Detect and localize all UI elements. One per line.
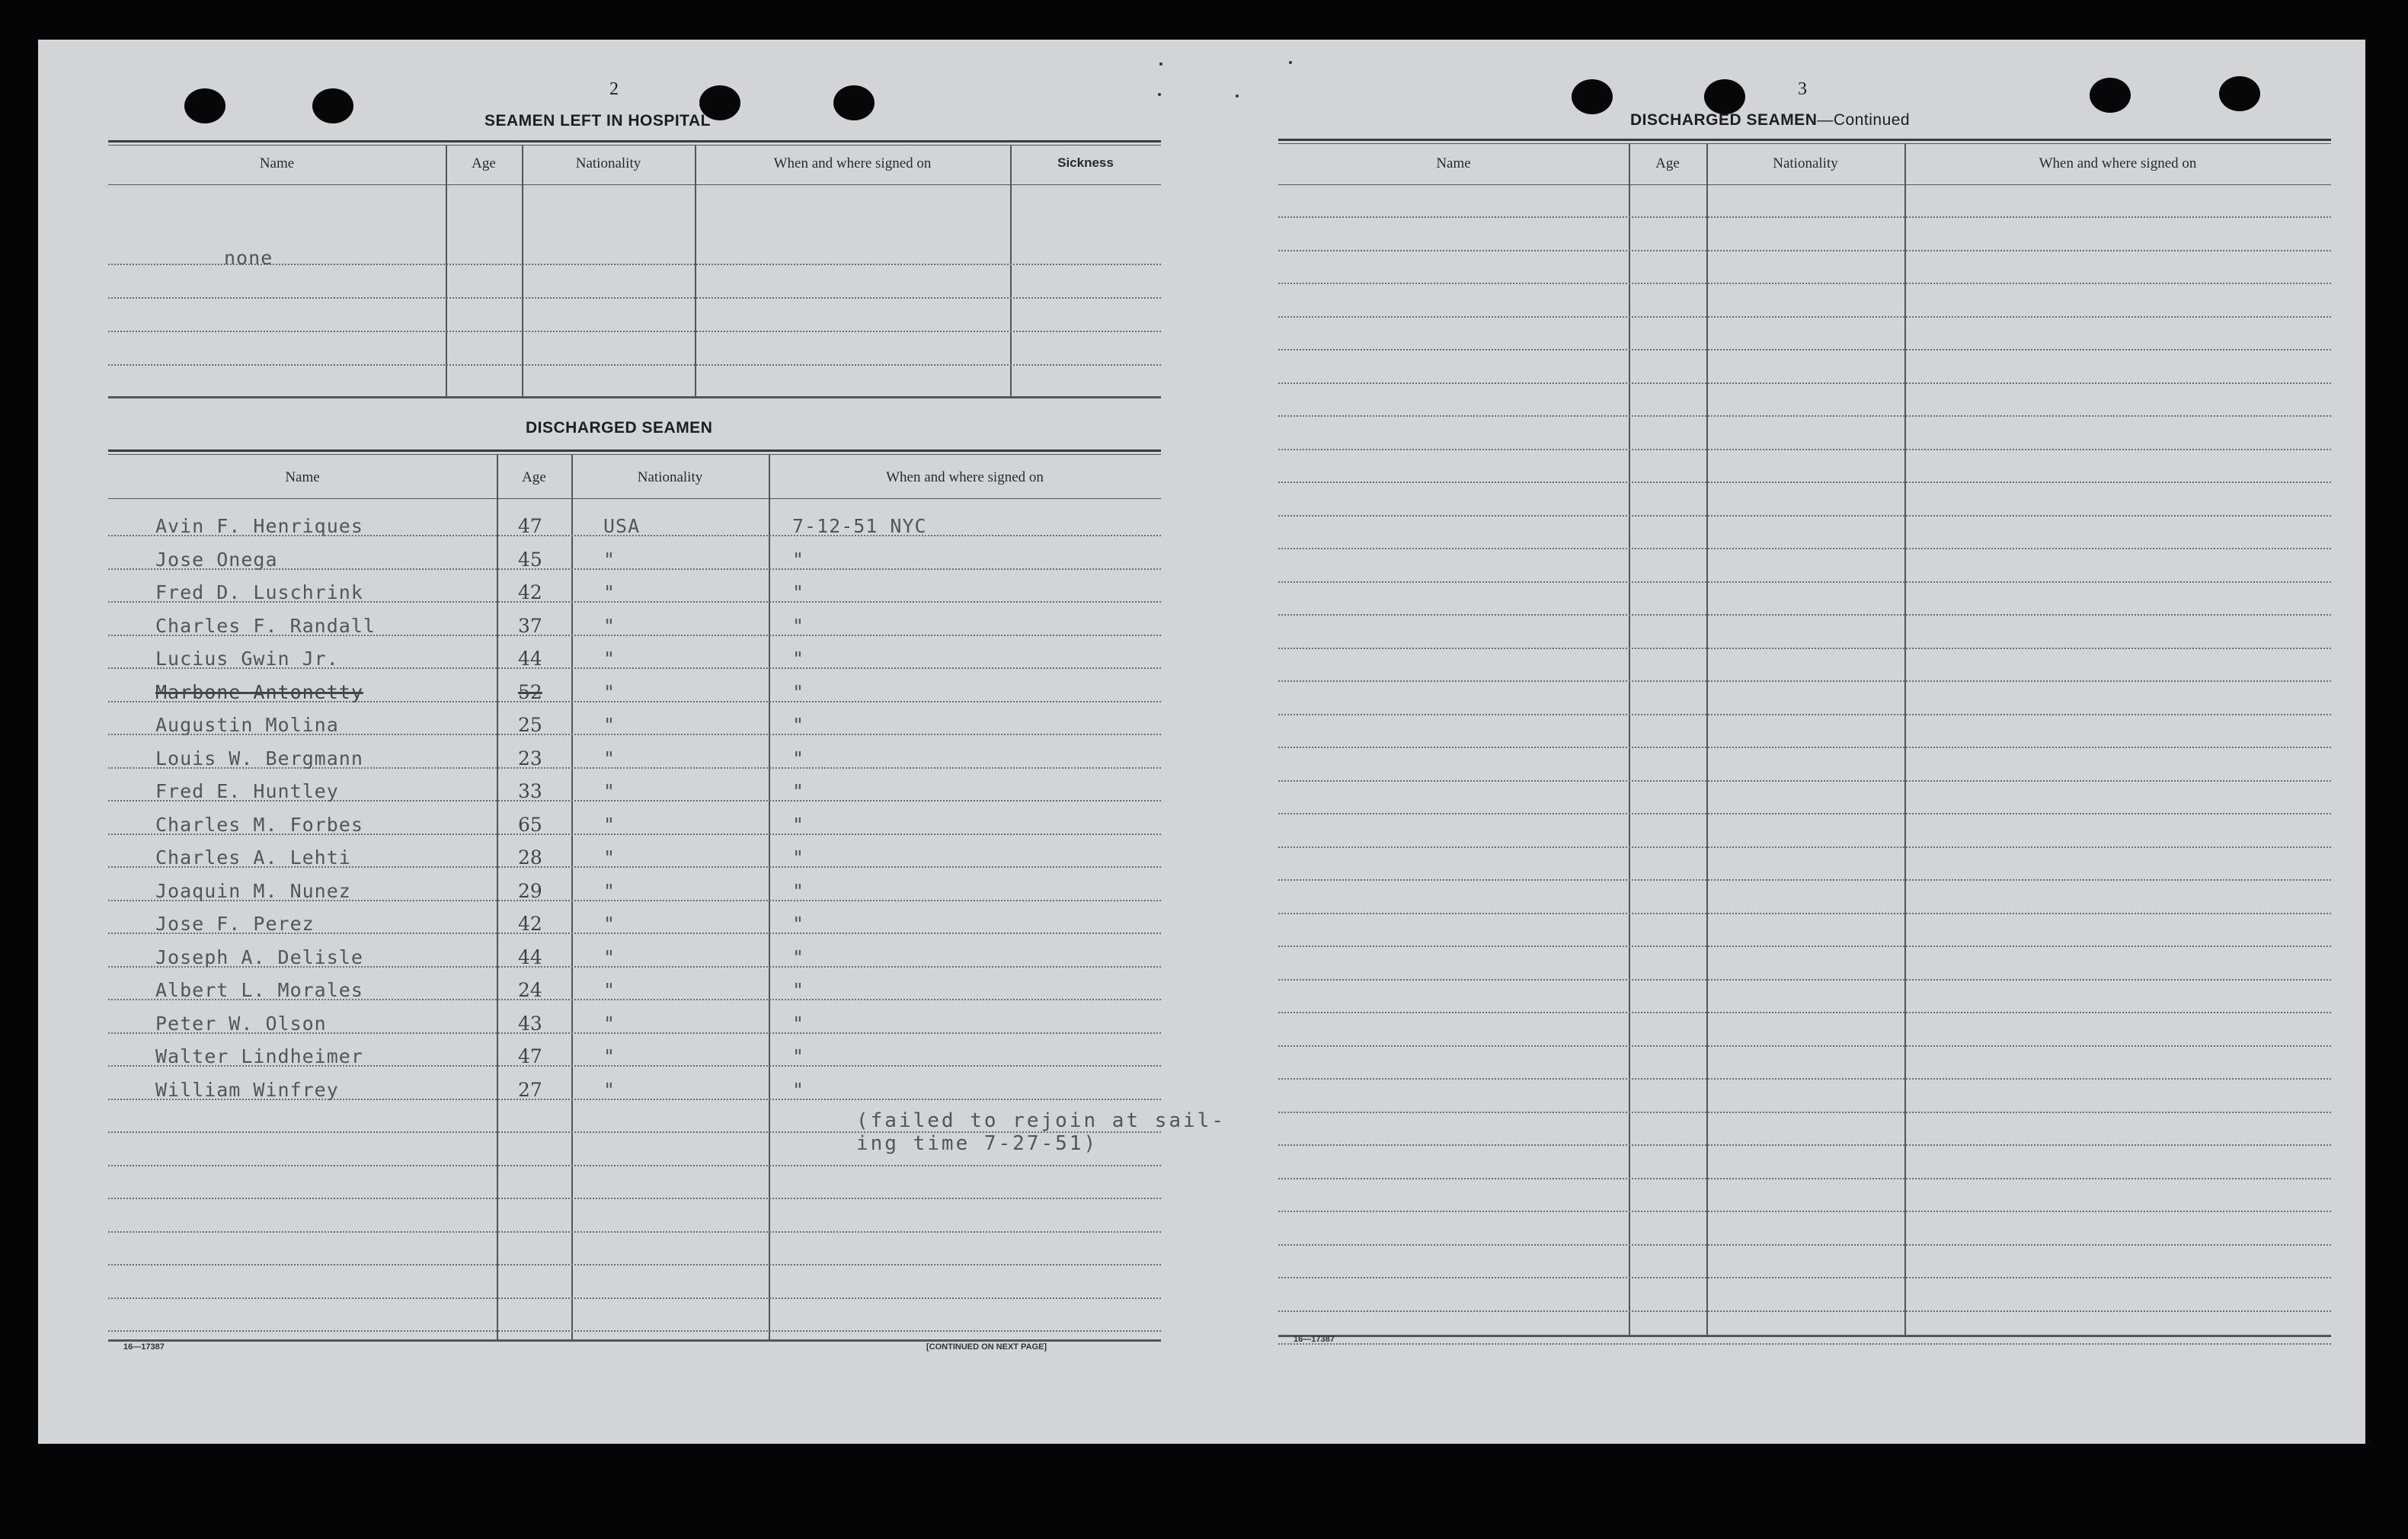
seaman-name: Fred D. Luschrink <box>155 581 363 603</box>
discharged-section-title: DISCHARGED SEAMEN <box>526 419 713 437</box>
discharged-continued-title <box>1630 111 1910 130</box>
seaman-nationality: " <box>603 979 616 1001</box>
seaman-nationality: " <box>603 747 616 770</box>
seaman-signed-on: " <box>792 979 805 1001</box>
seaman-name: Albert L. Morales <box>155 979 363 1001</box>
seaman-name: Charles M. Forbes <box>155 813 363 836</box>
page-number-right: 3 <box>1798 79 1807 99</box>
seaman-name: Joseph A. Delisle <box>155 945 363 968</box>
seaman-age: 33 <box>518 780 542 802</box>
seaman-signed-on: " <box>792 780 805 802</box>
punch-hole <box>2219 76 2260 111</box>
seaman-nationality: " <box>603 548 616 571</box>
seaman-age: 52 <box>518 680 542 703</box>
seaman-age: 27 <box>518 1078 542 1101</box>
seaman-nationality: " <box>603 581 616 603</box>
discharged-continued-title-suffix: —Continued <box>1817 111 1911 129</box>
seaman-age: 37 <box>518 614 542 637</box>
continued-note: [CONTINUED ON NEXT PAGE] <box>926 1342 1047 1352</box>
seaman-age: 43 <box>518 1012 542 1035</box>
hospital-header-signed-on: When and where signed on <box>773 155 932 171</box>
seaman-signed-on: " <box>792 680 805 703</box>
seaman-name: Jose F. Perez <box>155 913 315 935</box>
seaman-nationality: " <box>603 1012 616 1035</box>
seaman-nationality: " <box>603 813 616 836</box>
seaman-age: 65 <box>518 813 542 836</box>
remark-line-1: (failed to rejoin at sail- <box>856 1109 1226 1132</box>
discharged-continued-title-main: DISCHARGED SEAMEN <box>1630 111 1818 129</box>
discharged-header-signed-on: When and where signed on <box>886 469 1044 485</box>
seaman-age: 45 <box>518 548 542 571</box>
speck <box>1236 94 1239 98</box>
seaman-name: Charles F. Randall <box>155 614 376 637</box>
cont-header-nationality: Nationality <box>1773 155 1838 171</box>
ledger-spread <box>38 40 2365 1444</box>
seaman-age: 25 <box>518 714 542 736</box>
seaman-nationality: " <box>603 680 616 703</box>
seaman-signed-on: 7-12-51 NYC <box>792 515 927 537</box>
seaman-signed-on: " <box>792 913 805 935</box>
seaman-signed-on: " <box>792 1078 805 1101</box>
seaman-name: Fred E. Huntley <box>155 780 339 802</box>
seaman-nationality: USA <box>603 515 641 537</box>
seaman-age: 42 <box>518 581 542 603</box>
seaman-name: William Winfrey <box>155 1078 339 1101</box>
seaman-nationality: " <box>603 913 616 935</box>
seaman-age: 44 <box>518 648 542 670</box>
hospital-header-name: Name <box>259 155 295 171</box>
seaman-name: Avin F. Henriques <box>155 515 363 537</box>
cont-header-name: Name <box>1436 155 1471 171</box>
seaman-name: Walter Lindheimer <box>155 1045 363 1067</box>
form-number-left: 16—17387 <box>123 1342 165 1352</box>
punch-hole <box>2090 78 2131 113</box>
punch-hole <box>184 88 225 123</box>
seaman-signed-on: " <box>792 614 805 637</box>
hospital-header-sickness: Sickness <box>1057 155 1114 170</box>
seaman-age: 42 <box>518 913 542 935</box>
seaman-signed-on: " <box>792 1012 805 1035</box>
seaman-name: Joaquin M. Nunez <box>155 879 351 902</box>
seaman-signed-on: " <box>792 747 805 770</box>
speck <box>1159 62 1162 66</box>
seaman-nationality: " <box>603 1045 616 1067</box>
seaman-name: Augustin Molina <box>155 714 339 736</box>
seaman-name: Marbone Antonetty <box>155 680 363 703</box>
form-number-right: 16—17387 <box>1294 1335 1335 1344</box>
punch-hole <box>1704 79 1745 114</box>
hospital-entry-none: none <box>224 247 273 269</box>
seaman-name: Peter W. Olson <box>155 1012 327 1035</box>
seaman-signed-on: " <box>792 581 805 603</box>
hospital-header-age: Age <box>472 155 496 171</box>
seaman-name: Louis W. Bergmann <box>155 747 363 770</box>
discharged-continued-table <box>1278 139 2331 1373</box>
seaman-nationality: " <box>603 714 616 736</box>
speck <box>1289 61 1292 64</box>
seaman-name: Jose Onega <box>155 548 278 571</box>
discharged-table <box>108 450 1226 1364</box>
cont-header-signed-on: When and where signed on <box>2039 155 2197 171</box>
punch-hole <box>312 88 353 123</box>
seaman-signed-on: " <box>792 945 805 968</box>
seaman-age: 23 <box>518 747 542 770</box>
hospital-section-title: SEAMEN LEFT IN HOSPITAL <box>484 112 711 130</box>
seaman-nationality: " <box>603 1078 616 1101</box>
seaman-nationality: " <box>603 846 616 869</box>
seaman-signed-on: " <box>792 714 805 736</box>
seaman-age: 28 <box>518 846 542 869</box>
seaman-name: Charles A. Lehti <box>155 846 351 869</box>
seaman-age: 47 <box>518 1045 542 1067</box>
punch-hole <box>833 85 875 120</box>
seaman-signed-on: " <box>792 1045 805 1067</box>
speck <box>1158 93 1161 96</box>
seaman-nationality: " <box>603 945 616 968</box>
seaman-signed-on: " <box>792 813 805 836</box>
seaman-nationality: " <box>603 879 616 902</box>
seaman-age: 44 <box>518 945 542 968</box>
seaman-signed-on: " <box>792 648 805 670</box>
page-number-left: 2 <box>609 79 619 99</box>
seaman-signed-on: " <box>792 846 805 869</box>
seaman-signed-on: " <box>792 879 805 902</box>
seaman-signed-on: " <box>792 548 805 571</box>
punch-hole <box>1572 79 1613 114</box>
hospital-table <box>108 140 1161 402</box>
seaman-age: 24 <box>518 979 542 1001</box>
discharged-header-nationality: Nationality <box>637 469 703 485</box>
discharged-header-name: Name <box>285 469 320 485</box>
hospital-header-nationality: Nationality <box>575 155 641 171</box>
discharged-header-age: Age <box>522 469 546 485</box>
seaman-age: 47 <box>518 515 542 537</box>
cont-header-age: Age <box>1655 155 1680 171</box>
seaman-nationality: " <box>603 780 616 802</box>
seaman-age: 29 <box>518 879 542 902</box>
remark-line-2: ing time 7-27-51) <box>856 1132 1098 1155</box>
seaman-nationality: " <box>603 648 616 670</box>
seaman-nationality: " <box>603 614 616 637</box>
seaman-name: Lucius Gwin Jr. <box>155 648 339 670</box>
